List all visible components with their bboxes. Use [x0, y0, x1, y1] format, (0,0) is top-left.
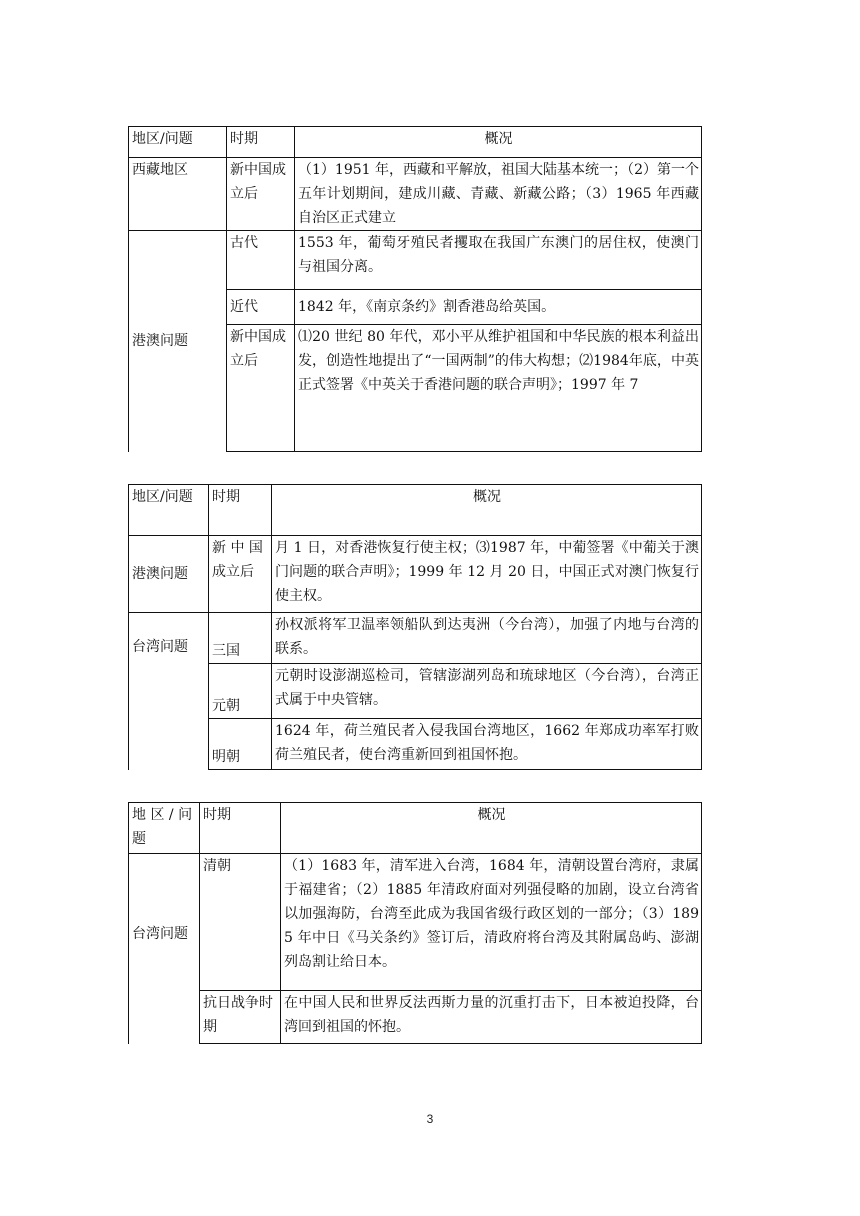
history-table-1	[128, 126, 702, 452]
table-row	[129, 613, 702, 664]
period-cell: 新中国成立后	[227, 325, 295, 452]
table-header-row	[129, 127, 702, 158]
region-cell: 港澳问题	[129, 536, 209, 613]
region-cell: 台湾问题	[129, 613, 209, 770]
region-cell: 港澳问题	[129, 231, 227, 452]
period-cell: 古代	[227, 231, 295, 290]
period-cell: 明朝	[209, 719, 272, 770]
period-cell: 抗日战争时期	[200, 991, 281, 1044]
header-period: 时期	[200, 803, 281, 854]
header-summary: 概况	[295, 127, 702, 158]
summary-cell: 孙权派将军卫温率领船队到达夷洲（今台湾），加强了内地与台湾的联系。	[272, 613, 702, 664]
summary-cell: （1）1951 年，西藏和平解放，祖国大陆基本统一；（2）第一个五年计划期间，建成川藏、青藏、新藏公路；（3）1965 年西藏自治区正式建立	[295, 158, 702, 231]
table-row	[129, 158, 702, 231]
region-cell: 台湾问题	[129, 854, 200, 1044]
period-cell: 元朝	[209, 664, 272, 719]
period-cell: 新 中 国成立后	[209, 536, 272, 613]
summary-cell: 1624 年，荷兰殖民者入侵我国台湾地区，1662 年郑成功率军打败荷兰殖民者，使台湾重新回到祖国怀抱。	[272, 719, 702, 770]
table-row	[129, 536, 702, 613]
period-cell: 三国	[209, 613, 272, 664]
summary-cell: 1842 年，《南京条约》割香港岛给英国。	[295, 290, 702, 325]
summary-cell: 月 1 日，对香港恢复行使主权；⑶1987 年，中葡签署《中葡关于澳门问题的联合声明》；1999 年 12 月 20 日，中国正式对澳门恢复行使主权。	[272, 536, 702, 613]
header-region: 地区/问题	[129, 485, 209, 536]
summary-cell: 在中国人民和世界反法西斯力量的沉重打击下，日本被迫投降，台湾回到祖国的怀抱。	[281, 991, 702, 1044]
table-row	[129, 719, 702, 770]
table-header-row	[129, 485, 702, 536]
region-cell: 西藏地区	[129, 158, 227, 231]
header-period: 时期	[227, 127, 295, 158]
table-row	[129, 854, 702, 991]
summary-cell: （1）1683 年，清军进入台湾，1684 年，清朝设置台湾府，隶属于福建省；（2）1885 年清政府面对列强侵略的加剧，设立台湾省以加强海防，台湾至此成为我国省级行政区划的一部分；（3）1895 年中日《马关条约》签订后，清政府将台湾及其附属岛屿、澎湖列岛割让给日本。	[281, 854, 702, 991]
period-cell: 新中国成立后	[227, 158, 295, 231]
table-row	[129, 664, 702, 719]
history-table-2	[128, 484, 702, 770]
table-row	[129, 991, 702, 1044]
summary-cell: 1553 年，葡萄牙殖民者攫取在我国广东澳门的居住权，使澳门与祖国分离。	[295, 231, 702, 290]
header-region: 地区/问题	[129, 127, 227, 158]
page-number: 3	[426, 1112, 434, 1126]
summary-cell: ⑴20 世纪 80 年代，邓小平从维护祖国和中华民族的根本利益出发，创造性地提出了“一国两制”的伟大构想；⑵1984年底，中英正式签署《中英关于香港问题的联合声明》；1997 年 7	[295, 325, 702, 452]
header-summary: 概况	[272, 485, 702, 536]
history-table-3	[128, 802, 702, 1044]
table-header-row	[129, 803, 702, 854]
summary-cell: 元朝时设澎湖巡检司，管辖澎湖列岛和琉球地区（今台湾），台湾正式属于中央管辖。	[272, 664, 702, 719]
header-period: 时期	[209, 485, 272, 536]
header-region: 地 区 / 问题	[129, 803, 200, 854]
table-row	[129, 231, 702, 290]
header-summary: 概况	[281, 803, 702, 854]
period-cell: 近代	[227, 290, 295, 325]
period-cell: 清朝	[200, 854, 281, 991]
